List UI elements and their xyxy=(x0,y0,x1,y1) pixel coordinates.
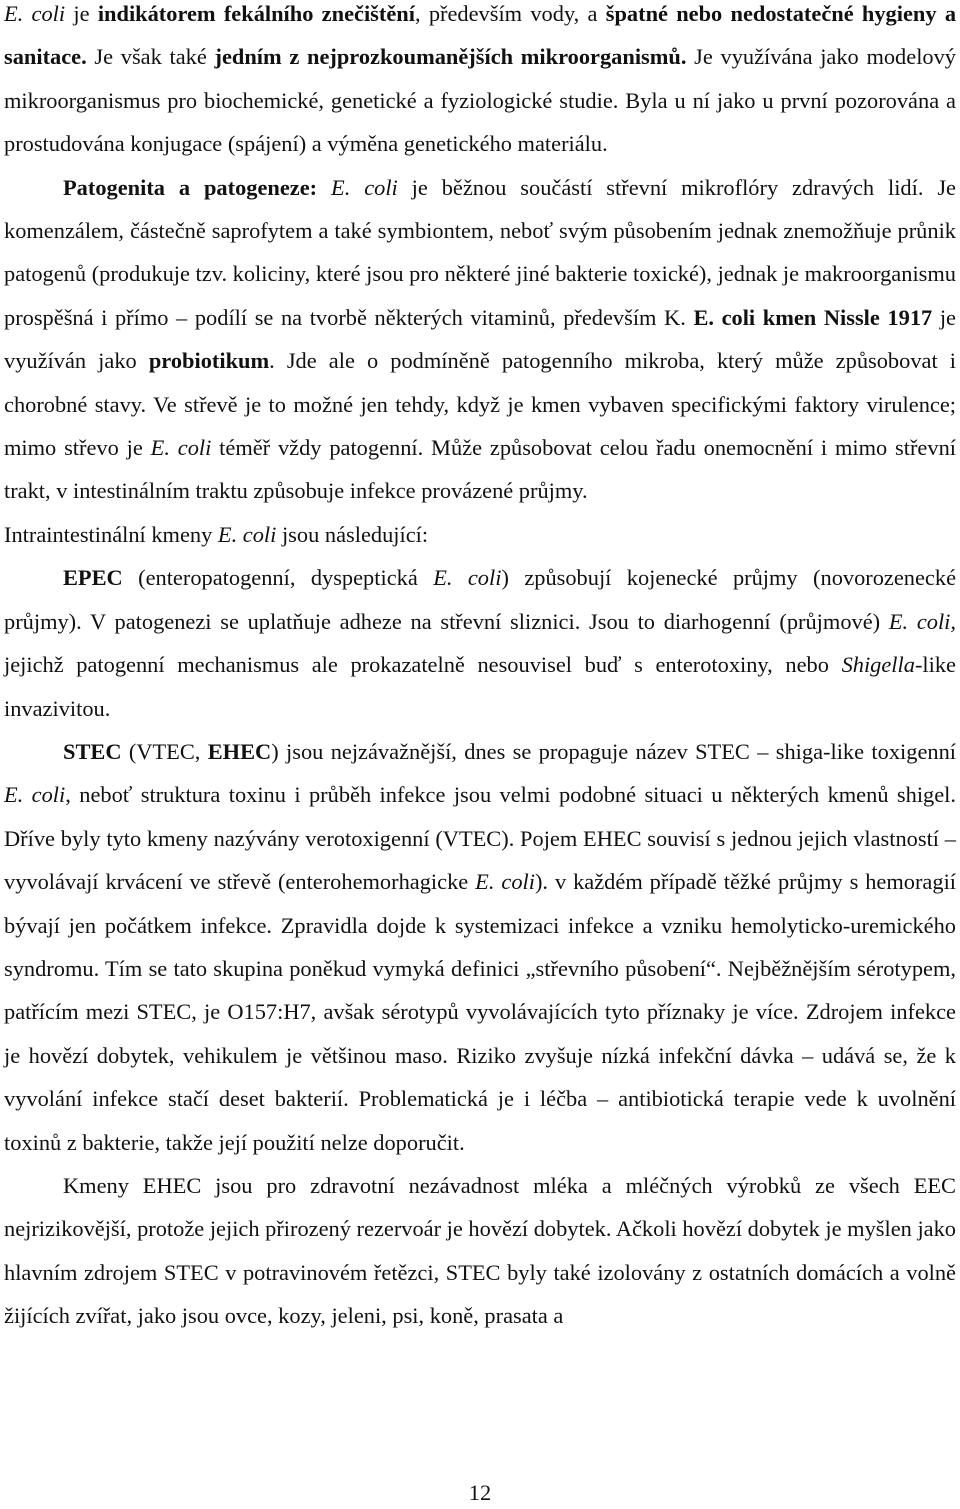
page-number: 12 xyxy=(468,1480,492,1505)
emphasis: jedním z nejprozkoumanějších mikroorganismů. xyxy=(214,44,687,70)
emphasis: špatné nebo nedostatečné hygieny a sanitace. xyxy=(4,1,957,70)
strain-term: EHEC xyxy=(207,738,272,764)
document-page xyxy=(4,0,956,1338)
species-name: E. coli, xyxy=(888,608,956,634)
species-name: E. coli xyxy=(4,782,66,808)
paragraph-pathogenicity: Patogenita a patogeneze: E. coli je běžnou součástí střevní mikroflóry zdravých lidí. Je komenzálem, částečně saprofytem a také symbiontem, neboť svým působením jednak znemožňuje průnik patogenů (produkuje tzv. koliciny, které jsou pro některé jiné bakterie toxické), jednak je makroorganismu prospěšná i přímo – podílí se na tvorbě některých vitaminů, především K. E. coli kmen Nissle 1917 je využíván jako probiotikum. Jde ale o podmíněně patogenního mikroba, který může způsobovat i chorobné stavy. Ve střevě je to možné jen tehdy, když je kmen vybaven specifickými faktory virulence; mimo střevo je E. coli téměř vždy patogenní. Může způsobovat celou řadu onemocnění i mimo střevní trakt, v intestinálním traktu způsobuje infekce provázené průjmy. xyxy=(4,174,956,504)
species-name: E. coli xyxy=(475,869,535,895)
section-heading: Patogenita a patogeneze: xyxy=(63,174,318,200)
species-name: E. coli xyxy=(217,521,277,547)
strain-term: EPEC xyxy=(63,565,123,591)
emphasis: E. coli kmen Nissle 1917 xyxy=(693,304,933,330)
strain-term: STEC xyxy=(63,738,122,764)
species-name: Shigella xyxy=(841,652,915,678)
species-name: E. coli xyxy=(331,174,398,200)
paragraph-stec: STEC (VTEC, EHEC) jsou nejzávažnější, dnes se propaguje název STEC – shiga-like toxigenní E. coli, neboť struktura toxinu i průběh infekce jsou velmi podobné situaci u některých kmenů shigel. Dříve byly tyto kmeny nazývány verotoxigenní (VTEC). Pojem EHEC souvisí s jednou jejich vlastností – vyvolávají krvácení ve střevě (enterohemorhagicke E. coli). v každém případě těžké průjmy s hemoragií bývají jen počátkem infekce. Zpravidla dojde k systemizaci infekce a vzniku hemolyticko-uremického syndromu. Tím se tato skupina poněkud vymyká definici „střevního působení“. Nejběžnějším sérotypem, patřícím mezi STEC, je O157:H7, avšak sérotypů vyvolávajících tyto příznaky je více. Zdrojem infekce je hovězí dobytek, vehikulem je většinou maso. Riziko zvyšuje nízká infekční dávka – udává se, že k vyvolání infekce stačí deset bakterií. Problematická je i léčba – antibiotická terapie vede k uvolnění toxinů z bakterie, takže její použití nelze doporučit. xyxy=(4,738,957,1155)
paragraph-ehec-dairy: Kmeny EHEC jsou pro zdravotní nezávadnost mléka a mléčných výrobků ze všech EEC nejrizikovější, protože jejich přirozený rezervoár je hovězí dobytek. Ačkoli hovězí dobytek je myšlen jako hlavním zdrojem STEC v potravinovém řetězci, STEC byly také izolovány z ostatních domácích a volně žijících zvířat, jako jsou ovce, kozy, jeleni, psi, koně, prasata a xyxy=(4,1172,956,1329)
species-name: E. coli xyxy=(150,435,212,461)
species-name: E. coli xyxy=(4,1,66,26)
emphasis: indikátorem fekálního znečištění xyxy=(97,1,415,26)
paragraph-intro: E. coli je indikátorem fekálního znečištění, především vody, a špatné nebo nedostatečné hygieny a sanitace. Je však také jedním z nejprozkoumanějších mikroorganismů. Je využívána jako modelový mikroorganismus pro biochemické, genetické a fyziologické studie. Byla u ní jako u první pozorována a prostudována konjugace (spájení) a výměna genetického materiálu. xyxy=(4,1,957,157)
paragraph-epec: EPEC (enteropatogenní, dyspeptická E. coli) způsobují kojenecké průjmy (novorozenecké průjmy). V patogenezi se uplatňuje adheze na střevní sliznici. Jsou to diarhogenní (průjmové) E. coli, jejichž patogenní mechanismus ale prokazatelně nesouvisel buď s enterotoxiny, nebo Shigella-like invazivitou. xyxy=(4,565,957,721)
species-name: E. coli xyxy=(433,565,502,591)
emphasis: probiotikum xyxy=(148,348,270,374)
paragraph-strains-intro: Intraintestinální kmeny E. coli jsou následující: xyxy=(4,521,429,547)
